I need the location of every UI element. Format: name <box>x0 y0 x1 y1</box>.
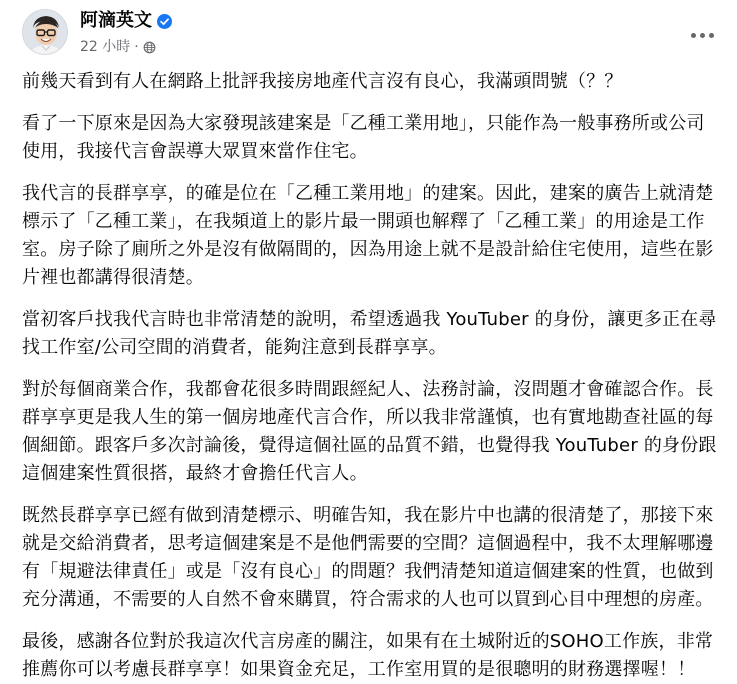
globe-icon[interactable] <box>143 41 156 54</box>
more-options-icon-dot <box>709 33 714 38</box>
author-avatar[interactable] <box>22 9 68 55</box>
more-options-button[interactable] <box>685 18 719 52</box>
post-timestamp[interactable]: 22 小時 <box>80 39 131 55</box>
author-name-text[interactable]: 阿滴英文 <box>80 10 152 31</box>
post-header <box>22 0 719 66</box>
post-paragraph: 最後，感謝各位對於我這次代言房產的關注，如果有在土城附近的SOHO工作族，非常推薦你可以考慮長群享享！如果資金充足，工作室用買的是很聰明的財務選擇喔！！ <box>22 631 714 680</box>
post-paragraph: 前幾天看到有人在網路上批評我接房地產代言沒有良心，我滿頭問號（？？ <box>22 71 623 92</box>
verified-badge-icon <box>157 14 172 29</box>
more-options-icon-dot <box>700 33 705 38</box>
meta-separator: · <box>134 39 139 55</box>
more-options-icon <box>691 33 696 38</box>
post-paragraph: 我代言的長群享享，的確是位在「乙種工業用地」的建案。因此，建案的廣告上就清楚標示了「乙種工業」，在我頻道上的影片最一開頭也解釋了「乙種工業」的用途是工作室。房子除了廁所之外是沒有做隔間的，因為用途上就不是設計給住宅使用，這些在影片裡也都講得很清楚。 <box>22 183 714 288</box>
post-body <box>22 68 719 684</box>
avatar-portrait <box>23 10 68 55</box>
post-paragraph: 看了一下原來是因為大家發現該建案是「乙種工業用地」，只能作為一般事務所或公司使用，我接代言會誤導大眾買來當作住宅。 <box>22 113 705 162</box>
post-paragraph: 對於每個商業合作，我都會花很多時間跟經紀人、法務討論，沒問題才會確認合作。長群享享更是我人生的第一個房地產代言合作，所以我非常謹慎，也有實地勘查社區的每個細節。跟客戶多次討論後，覺得這個社區的品質不錯，也覺得我 YouTuber 的身份跟這個建案性質很搭，最終才會擔任代言人。 <box>22 379 717 484</box>
post-meta <box>80 38 156 56</box>
post-paragraph: 當初客戶找我代言時也非常清楚的說明，希望透過我 YouTuber 的身份，讓更多正在尋找工作室/公司空間的消費者，能夠注意到長群享享。 <box>22 309 717 358</box>
author-name[interactable] <box>80 9 172 33</box>
post-paragraph: 既然長群享享已經有做到清楚標示、明確告知，我在影片中也講的很清楚了，那接下來就是交給消費者，思考這個建案是不是他們需要的空間？這個過程中，我不太理解哪邊有「規避法律責任」或是「沒有良心」的問題？我們清楚知道這個建案的性質，也做到充分溝通，不需要的人自然不會來購買，符合需求的人也可以買到心目中理想的房產。 <box>22 505 714 610</box>
